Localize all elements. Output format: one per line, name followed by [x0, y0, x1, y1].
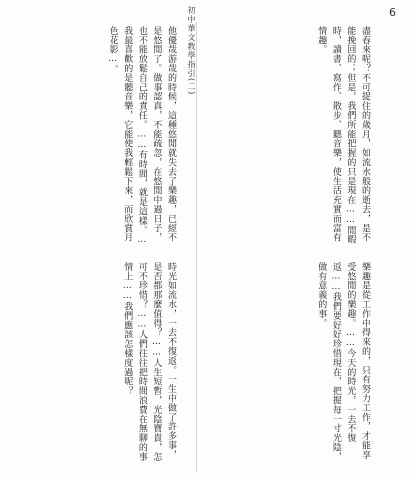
page-number: 6 [389, 6, 396, 19]
right-page-top-text [208, 26, 372, 248]
right-page-bottom-paragraph: 樂趣是從工作中得來的，只有努力工作，才能享受悠閒的樂趣。……今天的時光，一去不復返……我們要好好珍惜現在，把握每一寸光陰，做有意義的事。 [316, 262, 370, 462]
right-page-top-paragraph: 盡春來呢？不可捉住的歲月，如流水般的逝去，是不能挽回的；但是，我們所能把握的只是現在……閒暇時，讀書、寫作、散步、聽音樂，使生活充實而富有情趣。 [316, 26, 370, 245]
left-page-top-paragraph: 他優哉游哉的時候，這種悠閒就失去了樂趣，已經不是悠閒了。做事認真，不能疏忽，在悠閒中過日子，也不能放鬆自己的責任。……有時間，就是這樣。…我最喜歡的是聽音樂，它能使我輕鬆下來，而欣賞月色花影…。 [107, 26, 176, 246]
running-title: 初中華文教學指引(二) [187, 6, 196, 96]
right-page-bottom-text [208, 262, 372, 468]
left-page-top-text [14, 26, 178, 248]
left-page-bottom-text [14, 262, 178, 468]
left-page-bottom-paragraph: 時光如流水，一去不復返。一生中做了許多事，是否都那麼值得？……人生短暫，光陰寶貴，怎可不珍惜？……人們往往把時間浪費在無聊的事情上……我們應該怎樣度過呢？ [122, 262, 176, 462]
page-divider [196, 22, 197, 472]
